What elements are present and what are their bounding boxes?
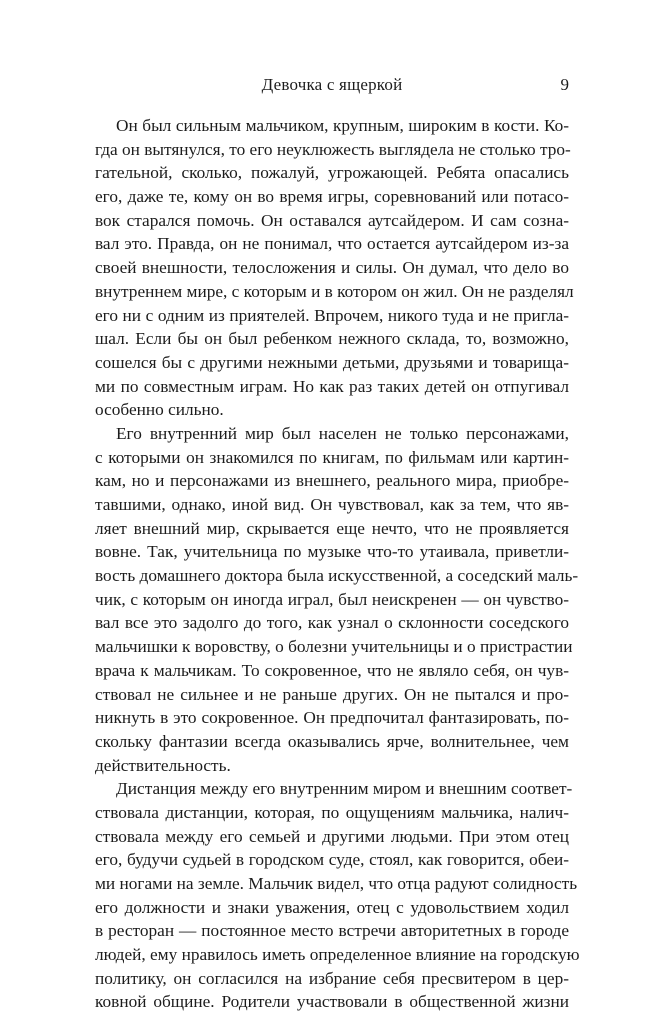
running-head [95, 74, 569, 96]
text-line: ляет внешний мир, скрывается еще нечто, что не проявляется [95, 518, 569, 538]
text-line: с которыми он знакомился по книгам, по фильмам или картин- [95, 447, 569, 467]
text-line: врача к мальчикам. То сокровенное, что не являло себя, он чув- [95, 660, 569, 680]
text-line: внутреннем мире, с которым и в котором он жил. Он не разделял [95, 281, 574, 301]
text-line: в ресторан — постоянное место встречи авторитетных в городе [95, 921, 569, 941]
text-line: своей внешности, телосложения и силы. Он думал, что дело во [95, 258, 569, 278]
text-line: гательной, сколько, пожалуй, угрожающей. Ребята опасались [95, 163, 569, 183]
text-line: Его внутренний мир был населен не только персонажами, [116, 423, 569, 443]
text-line: тавшими, однако, иной вид. Он чувствовал, как за тем, что яв- [95, 495, 569, 514]
text-line: людей, ему нравилось иметь определенное влияние на городскую [95, 945, 580, 965]
text-line: ми ногами на земле. Мальчик видел, что отца радуют солидность [95, 874, 578, 893]
text-line: его, даже те, кому он во время игры, соревнований или потасо- [95, 187, 569, 207]
text-line: действительность. [95, 755, 231, 775]
text-line: особенно сильно. [95, 400, 224, 420]
paragraph-1 [95, 114, 574, 422]
running-head-title: Девочка с ящеркой [261, 75, 403, 94]
text-line: кам, но и персонажами из внешнего, реального мира, приобре- [95, 471, 569, 491]
text-line: мальчишки к воровству, о болезни учительницы и о пристрастии [95, 637, 573, 657]
text-line: ствовал не сильнее и не раньше других. Он не пытался и про- [95, 684, 569, 704]
text-line: шал. Если бы он был ребенком нежного склада, то, возможно, [95, 329, 569, 349]
page-number: 9 [560, 75, 569, 94]
paragraph-3 [95, 777, 580, 1014]
text-line: Он был сильным мальчиком, крупным, широким в кости. Ко- [116, 116, 569, 135]
text-line: его ни с одним из приятелей. Впрочем, никого туда и не пригла- [95, 305, 569, 325]
text-line: вал это. Правда, он не понимал, что остается аутсайдером из-за [95, 234, 569, 254]
paragraph-2 [95, 422, 579, 777]
text-line: его, будучи судьей в городском суде, стоял, как говорится, обеи- [95, 850, 569, 870]
text-line: вость домашнего доктора была искусственной, а соседский маль- [95, 566, 579, 586]
text-line: гда он вытянулся, то его неуклюжесть выглядела не столько тро- [95, 139, 571, 159]
text-line: ковной общине. Родители участвовали в общественной жизни [95, 992, 569, 1012]
text-line: сошелся бы с другими нежными детьми, друзьями и товарища- [95, 352, 569, 372]
text-line: никнуть в это сокровенное. Он предпочитал фантазировать, по- [95, 708, 569, 728]
text-line: ми по совместным играм. Но как раз таких детей он отпугивал [95, 376, 569, 396]
body-text [95, 114, 580, 1014]
text-line: политику, он согласился на избрание себя пресвитером в цер- [95, 968, 569, 988]
text-line: вал все это задолго до того, как узнал о склонности соседского [95, 613, 569, 633]
text-line: ствовала между его семьей и другими людьми. При этом отец [95, 826, 569, 846]
text-line: чик, с которым он иногда играл, был неискренен — он чувство- [95, 589, 569, 609]
text-line: Дистанция между его внутренним миром и внешним соответ- [116, 779, 573, 799]
text-line: вовне. Так, учительница по музыке что-то утаивала, приветли- [95, 542, 569, 562]
text-line: вок старался помочь. Он оставался аутсайдером. И сам созна- [95, 210, 569, 230]
text-line: скольку фантазии всегда оказывались ярче, волнительнее, чем [95, 731, 569, 751]
text-line: ствовала дистанции, которая, по ощущениям мальчика, налич- [95, 802, 569, 822]
text-line: его должности и знаки уважения, отец с удовольствием ходил [95, 897, 569, 917]
